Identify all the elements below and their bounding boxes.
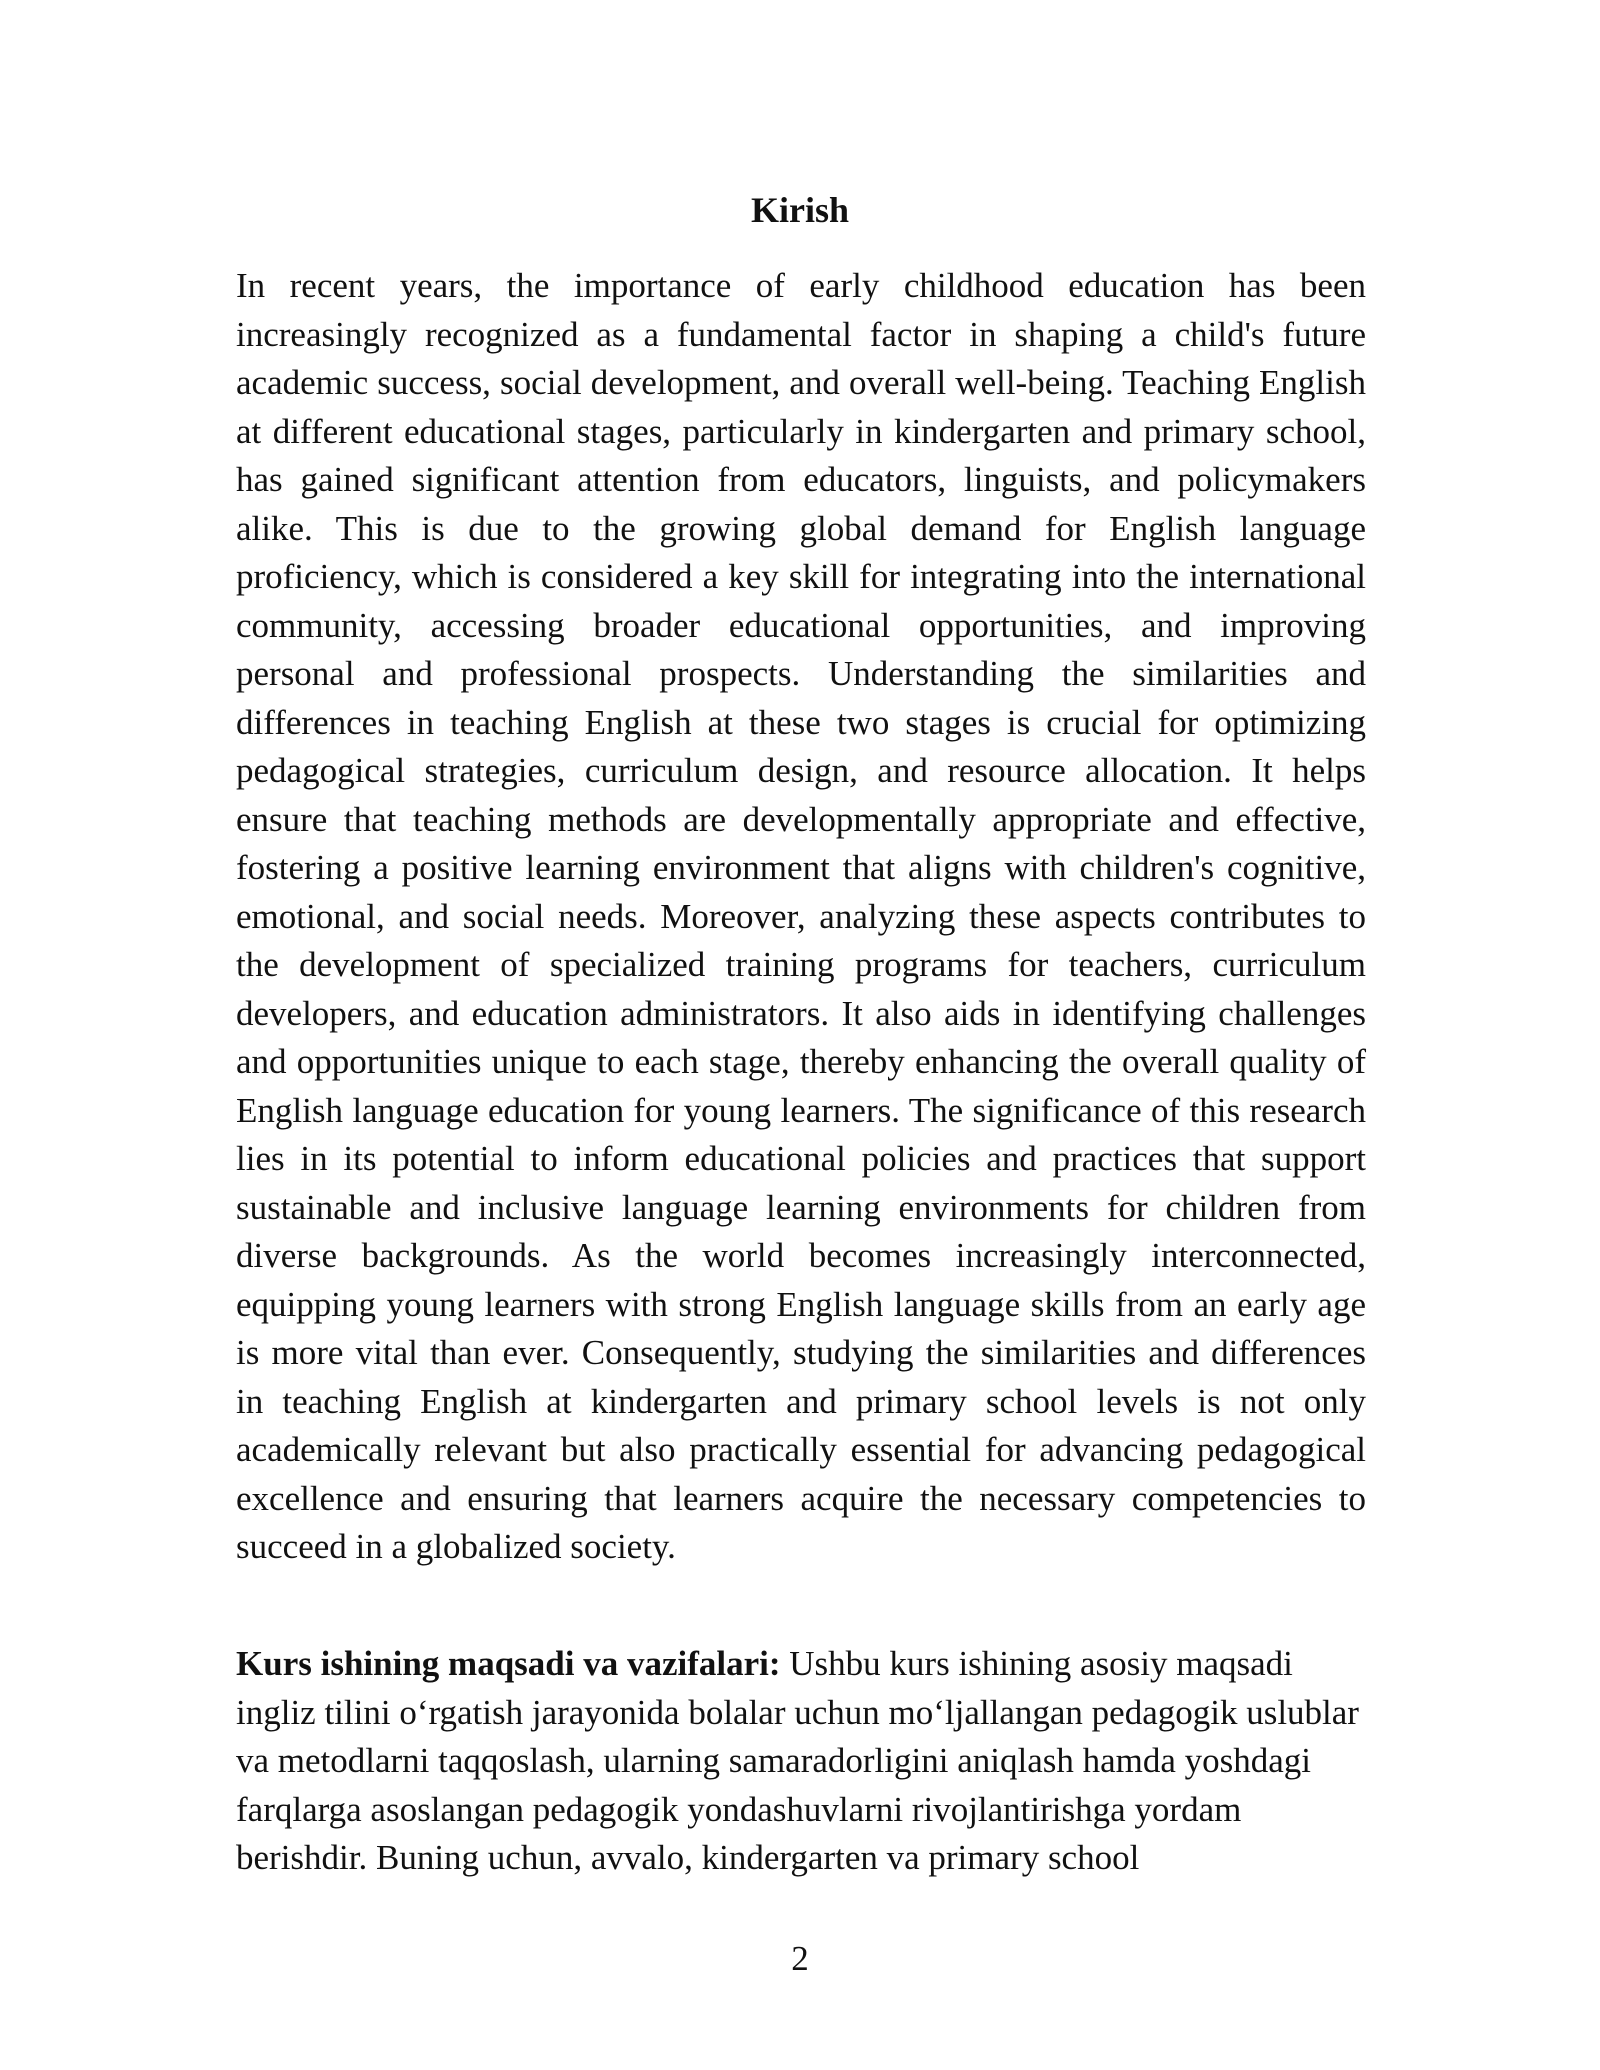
goals-paragraph bbox=[236, 1640, 1366, 1883]
page-number: 2 bbox=[791, 1939, 809, 1978]
goals-lead: Kurs ishining maqsadi va vazifalari: bbox=[236, 1644, 781, 1683]
section-heading: Kirish bbox=[750, 190, 849, 230]
intro-paragraph: In recent years, the importance of early childhood education has been increasingly recognized as a fundamental factor in shaping a child's future academic success, social development, and overall well-being. Teaching English at different educational stages, particularly in kindergarten and primary school, has gained significant attention from educators, linguists, and policymakers alike. This is due to the growing global demand for English language proficiency, which is considered a key skill for integrating into the international community, accessing broader educational opportunities, and improving personal and professional prospects. Understanding the similarities and differences in teaching English at these two stages is crucial for optimizing pedagogical strategies, curriculum design, and resource allocation. It helps ensure that teaching methods are developmentally appropriate and effective, fostering a positive learning environment that aligns with children's cognitive, emotional, and social needs. Moreover, analyzing these aspects contributes to the development of specialized training programs for teachers, curriculum developers, and education administrators. It also aids in identifying challenges and opportunities unique to each stage, thereby enhancing the overall quality of English language education for young learners. The significance of this research lies in its potential to inform educational policies and practices that support sustainable and inclusive language learning environments for children from diverse backgrounds. As the world becomes increasingly interconnected, equipping young learners with strong English language skills from an early age is more vital than ever. Consequently, studying the similarities and differences in teaching English at kindergarten and primary school levels is not only academically relevant but also practically essential for advancing pedagogical excellence and ensuring that learners acquire the necessary competencies to succeed in a globalized society. bbox=[236, 266, 1366, 1566]
goals-body: Ushbu kurs ishining asosiy maqsadi ingliz tilini o‘rgatish jarayonida bolalar uchun mo‘ljallangan pedagogik uslublar va metodlarni taqqoslash, ularning samaradorligini aniqlash hamda yoshdagi farqlarga asoslangan pedagogik yondashuvlarni rivojlantirishga yordam berishdir. Buning uchun, avvalo, kindergarten va primary school bbox=[236, 1644, 1359, 1877]
